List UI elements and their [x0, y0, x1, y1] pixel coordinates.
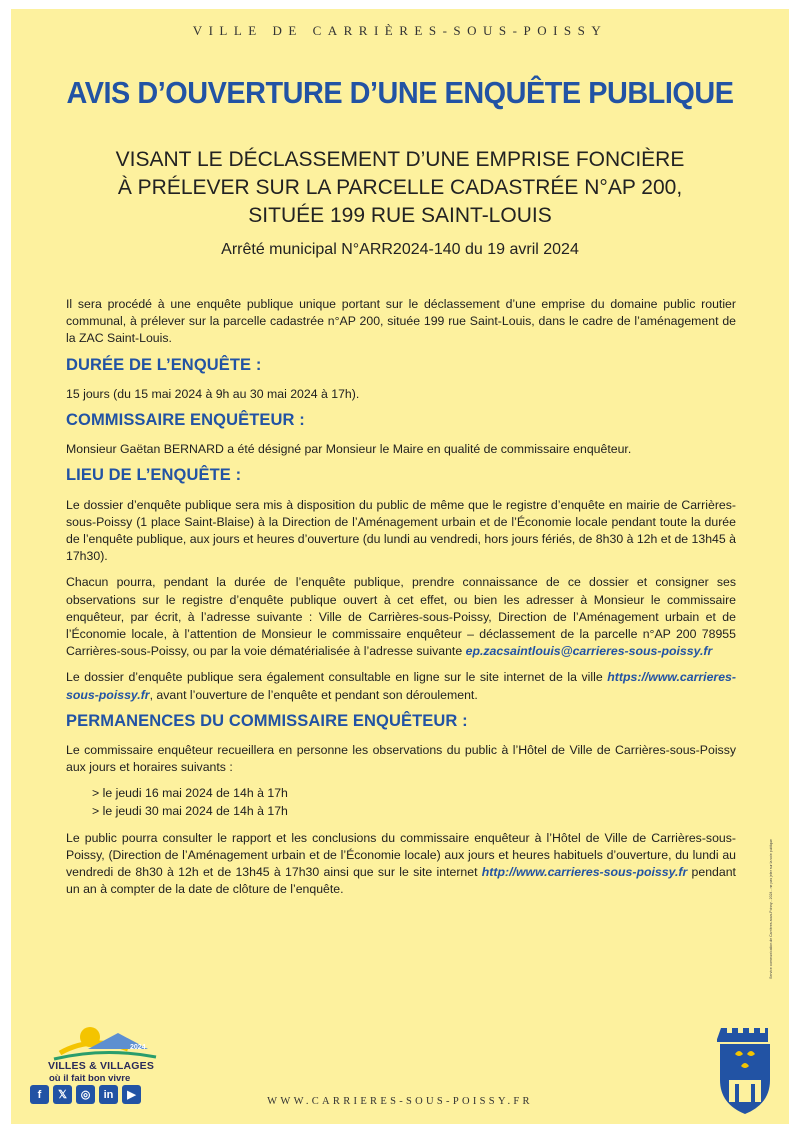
- subtitle-line: VISANT LE DÉCLASSEMENT D’UNE EMPRISE FONCIÈRE: [115, 148, 685, 171]
- permanences-intro: Le commissaire enquêteur recueillera en personne les observations du public à l’Hôtel de Ville de Carrières-sous-Poissy aux jours et horaires suivants :: [66, 743, 736, 775]
- logo-label-2: où il fait bon vivre: [49, 1073, 131, 1084]
- permanences-closing-end: pendant un an à compter de la date de clôture de l’enquête.: [66, 865, 736, 897]
- notice-body: [66, 296, 736, 907]
- commissaire-heading: COMMISSAIRE ENQUÊTEUR :: [66, 411, 305, 430]
- print-credit: Service communication de Carrières-sous-Poissy - 2024 - ne pas jeter sur la voie publique: [769, 839, 773, 979]
- lieu-paragraph-3-text: Le dossier d’enquête publique sera également consultable en ligne sur le site internet de la ville: [66, 670, 603, 685]
- list-item: > le jeudi 30 mai 2024 de 14h à 17h: [92, 804, 288, 819]
- website-link[interactable]: https://www.carrieres-sous-poissy.fr: [66, 670, 736, 702]
- commissaire-text: Monsieur Gaëtan BERNARD a été désigné par Monsieur le Maire en qualité de commissaire enquêteur.: [66, 442, 632, 457]
- subtitle: [11, 146, 789, 230]
- permanences-closing: [66, 830, 736, 899]
- list-item: > le jeudi 16 mai 2024 de 14h à 17h: [92, 786, 288, 801]
- x-icon[interactable]: 𝕏: [53, 1085, 72, 1104]
- page-title: AVIS D’OUVERTURE D’UNE ENQUÊTE PUBLIQUE: [66, 75, 734, 110]
- intro-paragraph: Il sera procédé à une enquête publique unique portant sur le déclassement d’une emprise du domaine public routier communal, à prélever sur la parcelle cadastrée n°AP 200, située 199 rue Saint-Louis, dans le cadre de l’aménagement de la ZAC Saint-Louis.: [66, 297, 736, 346]
- city-name: VILLE DE CARRIÈRES-SOUS-POISSY: [192, 23, 608, 38]
- lieu-heading: LIEU DE L’ENQUÊTE :: [66, 466, 242, 485]
- villes-villages-logo: [44, 1019, 174, 1089]
- footer-website[interactable]: WWW.CARRIERES-SOUS-POISSY.FR: [267, 1096, 533, 1107]
- logo-label-1: VILLES & VILLAGES: [48, 1060, 155, 1072]
- arrete-reference: Arrêté municipal N°ARR2024-140 du 19 avril 2024: [221, 241, 579, 258]
- permanences-heading: PERMANENCES DU COMMISSAIRE ENQUÊTEUR :: [66, 711, 468, 730]
- permanences-dates: [92, 785, 736, 820]
- notice-page: [11, 9, 789, 1124]
- website-link-2[interactable]: http://www.carrieres-sous-poissy.fr: [481, 865, 688, 880]
- subtitle-line: À PRÉLEVER SUR LA PARCELLE CADASTRÉE N°AP 200,: [117, 176, 683, 199]
- duree-text: 15 jours (du 15 mai 2024 à 9h au 30 mai 2024 à 17h).: [66, 386, 360, 401]
- lieu-paragraph-3: [66, 669, 736, 703]
- lieu-paragraph-2-text: Chacun pourra, pendant la durée de l’enquête publique, prendre connaissance de ce dossier et consigner ses observations sur le registre d’enquête publique ouvert à cet effet, ou bien les adresser à Monsieur le commissaire enquêteur, par écrit, à l’adresse suivante : Ville de Carrières-sous-Poissy, Direction de l’Aménagement urbain et de l’Économie locale, à l’attention de Monsieur le commissaire enquêteur – déclassement de la parcelle n°AP 200 78955 Carrières-sous-Poissy, ou par la voie dématérialisée à l’adresse suivante: [66, 575, 736, 659]
- email-link[interactable]: ep.zacsaintlouis@carrieres-sous-poissy.fr: [465, 644, 713, 659]
- lieu-paragraph-3-end: , avant l’ouverture de l’enquête et pendant son déroulement.: [149, 687, 478, 702]
- sun-roof-icon: [44, 1019, 174, 1063]
- instagram-icon[interactable]: ◎: [76, 1085, 95, 1104]
- lieu-paragraph-1: Le dossier d’enquête publique sera mis à disposition du public de même que le registre d’enquête en mairie de Carrières-sous-Poissy (1 place Saint-Blaise) à la Direction de l’Aménagement urbain et de l’Économie locale pendant toute la durée de l’enquête publique, aux jours et heures d’ouverture (du lundi au vendredi, hors jours fériés, de 8h30 à 12h et de 13h45 à 17h30).: [66, 497, 736, 564]
- youtube-icon[interactable]: ▶: [122, 1085, 141, 1104]
- linkedin-icon[interactable]: in: [99, 1085, 118, 1104]
- lieu-paragraph-2: [66, 574, 736, 660]
- facebook-icon[interactable]: f: [30, 1085, 49, 1104]
- permanences-closing-text: Le public pourra consulter le rapport et les conclusions du commissaire enquêteur à l’Hôtel de Ville de Carrières-sous-Poissy, (Direction de l’Aménagement urbain et de l’Économie locale) aux jours et heures habituels d’ouverture, du lundi au vendredi de 8h30 à 12h et de 13h45 à 17h30 ainsi que sur le site internet: [66, 830, 736, 880]
- city-crest-icon: [717, 1022, 773, 1116]
- logo-year: 2024: [130, 1044, 146, 1051]
- duree-heading: DURÉE DE L’ENQUÊTE :: [66, 355, 262, 374]
- subtitle-line: SITUÉE 199 RUE SAINT-LOUIS: [248, 204, 552, 227]
